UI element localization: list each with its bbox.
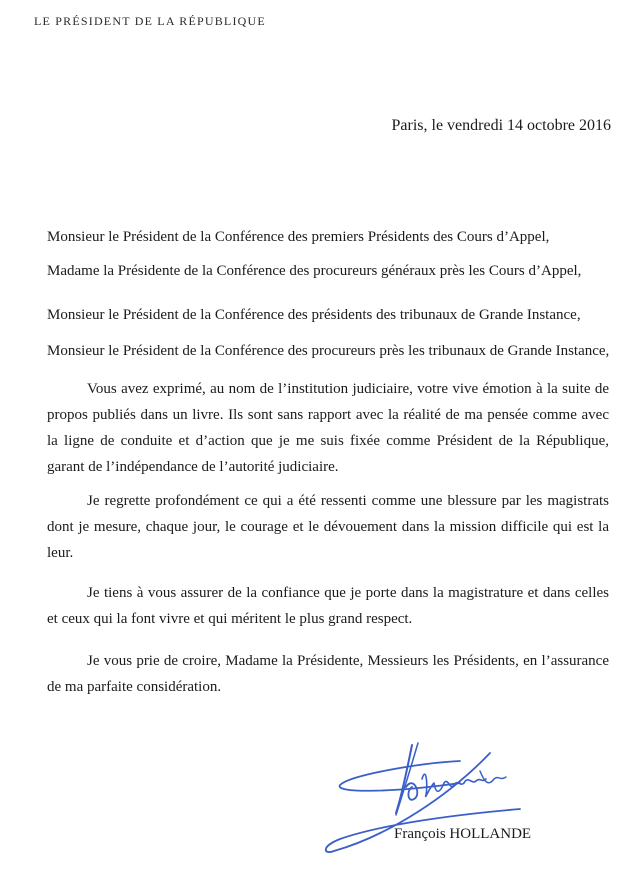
body-paragraph: Je tiens à vous assurer de la confiance que je porte dans la magistrature et dans celles et ceux qui la font vivre et qui méritent le plus grand respect. xyxy=(47,585,609,627)
addressee-line: Madame la Présidente de la Conférence des procureurs généraux près les Cours d’Appel, xyxy=(47,263,582,279)
addressee-line: Monsieur le Président de la Conférence des présidents des tribunaux de Grande Instance, xyxy=(47,307,581,323)
date-line: Paris, le vendredi 14 octobre 2016 xyxy=(391,117,611,134)
addressee-line: Monsieur le Président de la Conférence des procureurs près les tribunaux de Grande Instance, xyxy=(47,343,610,359)
signer-name: François HOLLANDE xyxy=(394,826,532,842)
body-paragraph: Je regrette profondément ce qui a été ressenti comme une blessure par les magistrats dont je mesure, chaque jour, le courage et le dévouement dans la mission difficile qui est la leur. xyxy=(47,493,609,561)
handwritten-signature xyxy=(310,735,540,865)
addressee-line: Monsieur le Président de la Conférence des premiers Présidents des Cours d’Appel, xyxy=(47,229,550,245)
body-paragraph: Je vous prie de croire, Madame la Présidente, Messieurs les Présidents, en l’assurance de ma parfaite considération. xyxy=(47,653,609,695)
letterhead: LE PRÉSIDENT DE LA RÉPUBLIQUE xyxy=(34,14,266,28)
body-paragraph: Vous avez exprimé, au nom de l’institution judiciaire, votre vive émotion à la suite de propos publiés dans un livre. Ils sont sans rapport avec la réalité de ma pensée comme avec la ligne de conduite et d’action que je me suis fixée comme Président de la République, garant de l’indépendance de l’autorité judiciaire. xyxy=(47,381,609,475)
